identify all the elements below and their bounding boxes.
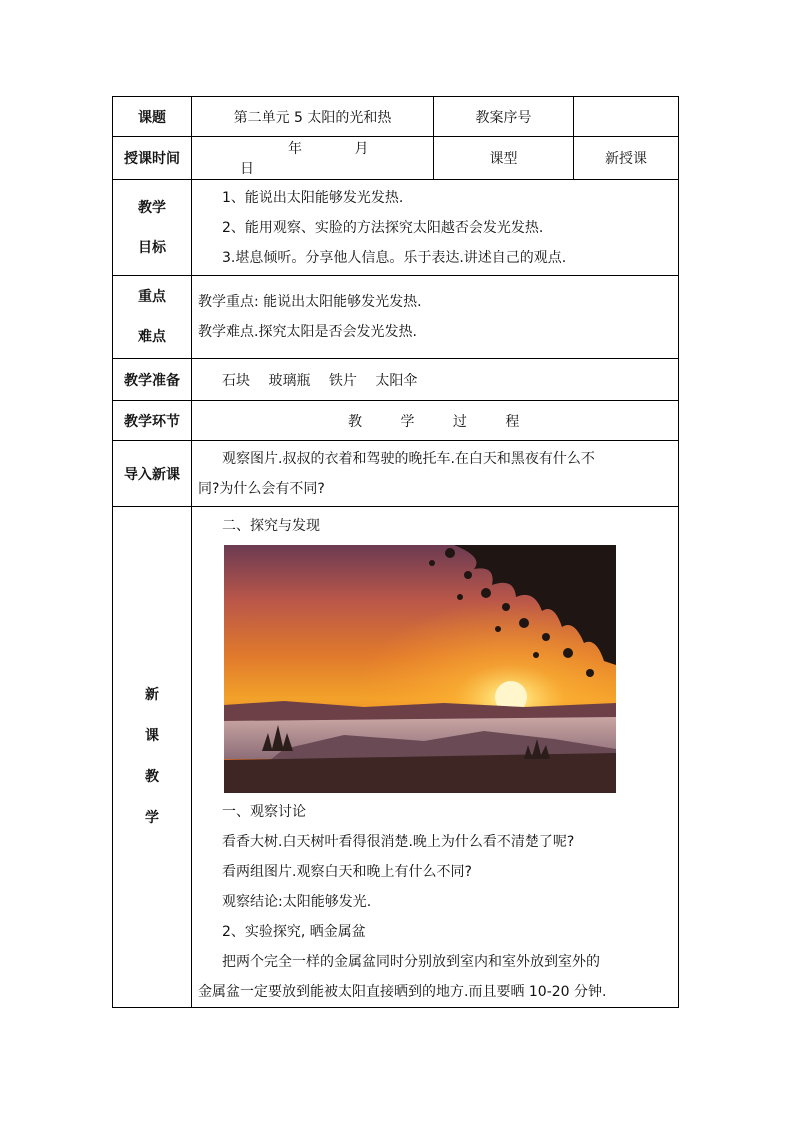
row-goals — [113, 180, 679, 276]
sunset-photo-icon — [224, 545, 616, 793]
key-difficulty: 教学难点.探究太阳是否会发光发热. — [198, 324, 417, 340]
newlesson-label-char: 课 — [145, 728, 159, 744]
observe-pictures: 看两组图片.观察白天和晚上有什么不同? — [222, 864, 472, 880]
newlesson-label-char: 教 — [145, 769, 159, 785]
time-label: 授课时间 — [113, 137, 192, 180]
year-label: 年 — [288, 141, 302, 157]
prep-item: 玻璃瓶 — [268, 372, 311, 389]
observe-tree: 看香大树.白天树叶看得很消楚.晚上为什么看不清楚了呢? — [222, 834, 575, 850]
section-title: 二、探究与发现 — [222, 518, 320, 534]
intro-text-line1: 观察图片.叔叔的衣着和驾驶的晚托车.在白天和黑夜有什么不 — [222, 450, 595, 467]
newlesson-label — [113, 507, 192, 1008]
key-label — [113, 276, 192, 359]
type-label: 课型 — [434, 137, 574, 180]
row-intro — [113, 441, 679, 507]
row-newlesson — [113, 507, 679, 1008]
observe-conclusion: 观察结论:太阳能够发光. — [222, 894, 372, 910]
date-cell — [192, 137, 434, 180]
key-focus: 教学重点: 能说出太阳能够发光发热. — [198, 294, 422, 310]
month-label: 月 — [354, 141, 369, 157]
prep-item: 石块 — [222, 372, 250, 389]
process-heading — [192, 401, 679, 441]
goals-label — [113, 180, 192, 276]
prep-label: 教学准备 — [113, 359, 192, 401]
observe-heading: 一、观察讨论 — [222, 804, 306, 820]
process-char: 程 — [505, 413, 520, 430]
goal-item: 2、能用观察、实脸的方法探究太阳越否会发光发热. — [222, 219, 544, 236]
row-process — [113, 401, 679, 441]
process-char: 过 — [452, 413, 467, 430]
experiment-heading: 2、实验探究, 晒金属盆 — [222, 924, 366, 940]
row-time — [113, 137, 679, 180]
process-label: 教学环节 — [113, 401, 192, 441]
serial-value — [574, 97, 679, 137]
goals-label-line2: 目标 — [138, 239, 166, 256]
goal-item: 3.堪息倾听。分享他人信息。乐于表达.讲述自己的观点. — [222, 249, 567, 266]
day-label: 日 — [240, 161, 254, 177]
row-lesson — [113, 97, 679, 137]
newlesson-content — [192, 507, 679, 1008]
process-char: 教 — [348, 413, 362, 430]
key-label-line2: 难点 — [138, 329, 166, 345]
prep-item: 铁片 — [328, 372, 357, 389]
prep-item: 太阳伞 — [375, 372, 418, 389]
row-key — [113, 276, 679, 359]
lesson-label: 课题 — [113, 97, 192, 137]
serial-label: 教案序号 — [434, 97, 574, 137]
goals-content — [192, 180, 679, 276]
lesson-value: 第二单元 5 太阳的光和热 — [192, 97, 434, 137]
key-label-line1: 重点 — [138, 289, 166, 305]
intro-text-line2: 同?为什么会有不同? — [198, 480, 325, 497]
type-value: 新授课 — [574, 137, 679, 180]
row-prep — [113, 359, 679, 401]
intro-label: 导入新课 — [113, 441, 192, 507]
goal-item: 1、能说出太阳能够发光发热. — [222, 189, 404, 206]
process-char: 学 — [400, 413, 415, 430]
goals-label-line1: 教学 — [138, 199, 166, 216]
intro-content — [192, 441, 679, 507]
experiment-text-line2: 金属盆一定要放到能被太阳直接晒到的地方.而且要晒 10-20 分钟. — [198, 984, 607, 1000]
newlesson-label-char: 学 — [145, 810, 159, 826]
experiment-text-line1: 把两个完全一样的金属盆同时分别放到室内和室外放到室外的 — [222, 954, 600, 970]
prep-content — [192, 359, 679, 401]
newlesson-label-char: 新 — [145, 687, 159, 703]
lesson-plan-table — [112, 96, 679, 1008]
key-content — [192, 276, 679, 359]
